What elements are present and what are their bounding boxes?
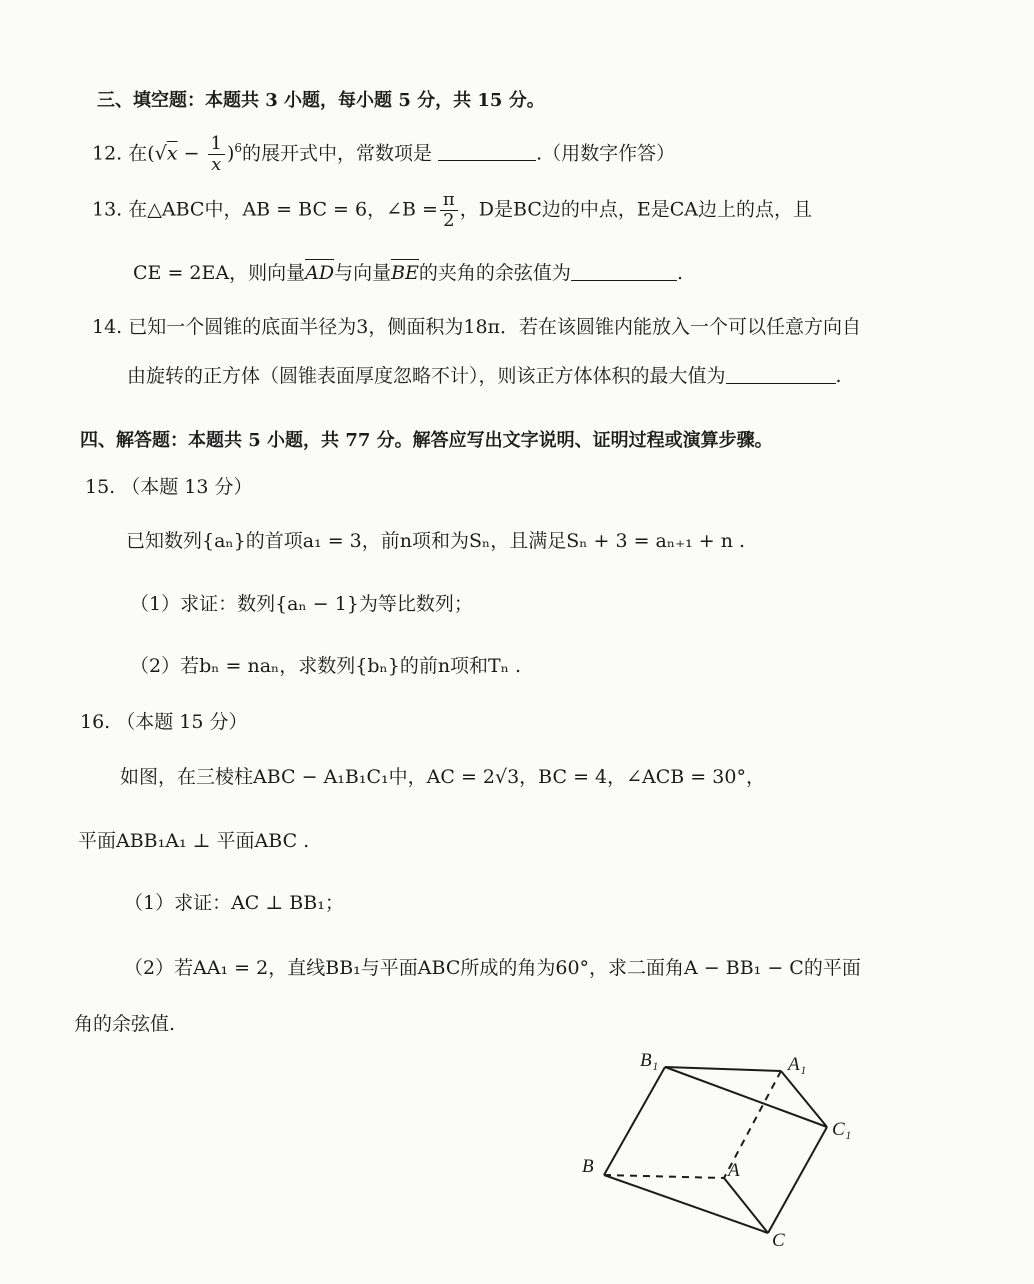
edge-c1-c <box>768 1127 827 1233</box>
section-4-heading: 四、解答题：本题共 5 小题，共 77 分。解答应写出文字说明、证明过程或演算步骤。 <box>80 430 773 451</box>
label-b: B <box>582 1156 594 1177</box>
question-12: 12. 在(√x − $\frac{1}{x}$ )$^6$的展开式中，常数项是 .（用数字作答） <box>92 133 676 175</box>
fraction: $\frac{1}{x}$ <box>208 134 225 175</box>
fraction: $\frac{\pi}{2}$ <box>440 190 458 231</box>
question-number: 14. <box>92 316 123 338</box>
question-16-header: 16. （本题 15 分） <box>80 711 248 733</box>
label-a1: A₁ <box>788 1054 807 1075</box>
vector-be: BE <box>391 262 419 284</box>
edge-b1-b <box>604 1067 665 1175</box>
question-14-line-1: 14. 已知一个圆锥的底面半径为3，侧面积为18π．若在该圆锥内能放入一个可以任意方向自 <box>92 316 862 338</box>
label-c: C <box>772 1230 785 1251</box>
question-13-line-2: CE = 2EA，则向量AD与向量BE的夹角的余弦值为 . <box>133 262 683 284</box>
question-number: 12. <box>92 142 123 165</box>
question-16-part-2-line-2: 角的余弦值. <box>74 1013 176 1035</box>
answer-blank[interactable] <box>726 365 836 384</box>
question-14-line-2: 由旋转的正方体（圆锥表面厚度忽略不计），则该正方体体积的最大值为 . <box>127 365 842 387</box>
label-c1: C₁ <box>832 1119 852 1140</box>
edge-b-a-hidden <box>604 1175 724 1178</box>
section-3-heading: 三、填空题：本题共 3 小题，每小题 5 分，共 15 分。 <box>97 90 545 111</box>
label-b1: B₁ <box>640 1050 659 1071</box>
vector-ad: AD <box>305 262 335 284</box>
question-13-line-1: 13. 在△ABC中，AB = BC = 6，∠B = $\frac{\pi}{2}$ ，D是BC边的中点，E是CA边上的点，且 <box>92 189 812 231</box>
question-15-header: 15. （本题 13 分） <box>85 476 253 498</box>
question-16-stem-2: 平面ABB₁A₁ ⊥ 平面ABC . <box>78 830 310 852</box>
answer-blank[interactable] <box>571 262 677 281</box>
question-number: 15. <box>85 476 116 498</box>
answer-blank[interactable] <box>438 142 536 161</box>
question-16-part-2-line-1: （2）若AA₁ = 2，直线BB₁与平面ABC所成的角为60°，求二面角A − BB₁ − C的平面 <box>124 957 861 979</box>
edge-b-c <box>604 1175 768 1233</box>
edge-b1-a1 <box>665 1067 781 1071</box>
question-15-stem: 已知数列{aₙ}的首项a₁ = 3，前n项和为Sₙ，且满足Sₙ + 3 = aₙ₊₁ + n . <box>126 530 746 552</box>
question-15-part-2: （2）若bₙ = naₙ，求数列{bₙ}的前n项和Tₙ . <box>130 655 522 677</box>
question-15-part-1: （1）求证：数列{aₙ − 1}为等比数列； <box>130 593 473 615</box>
question-16-part-1: （1）求证：AC ⊥ BB₁； <box>124 892 344 914</box>
question-number: 16. <box>80 711 111 733</box>
prism-figure <box>570 1040 870 1260</box>
question-number: 13. <box>92 198 123 221</box>
question-16-stem-1: 如图，在三棱柱ABC − A₁B₁C₁中，AC = 2√3，BC = 4，∠ACB = 30°， <box>120 766 765 788</box>
label-a: A <box>728 1160 740 1181</box>
